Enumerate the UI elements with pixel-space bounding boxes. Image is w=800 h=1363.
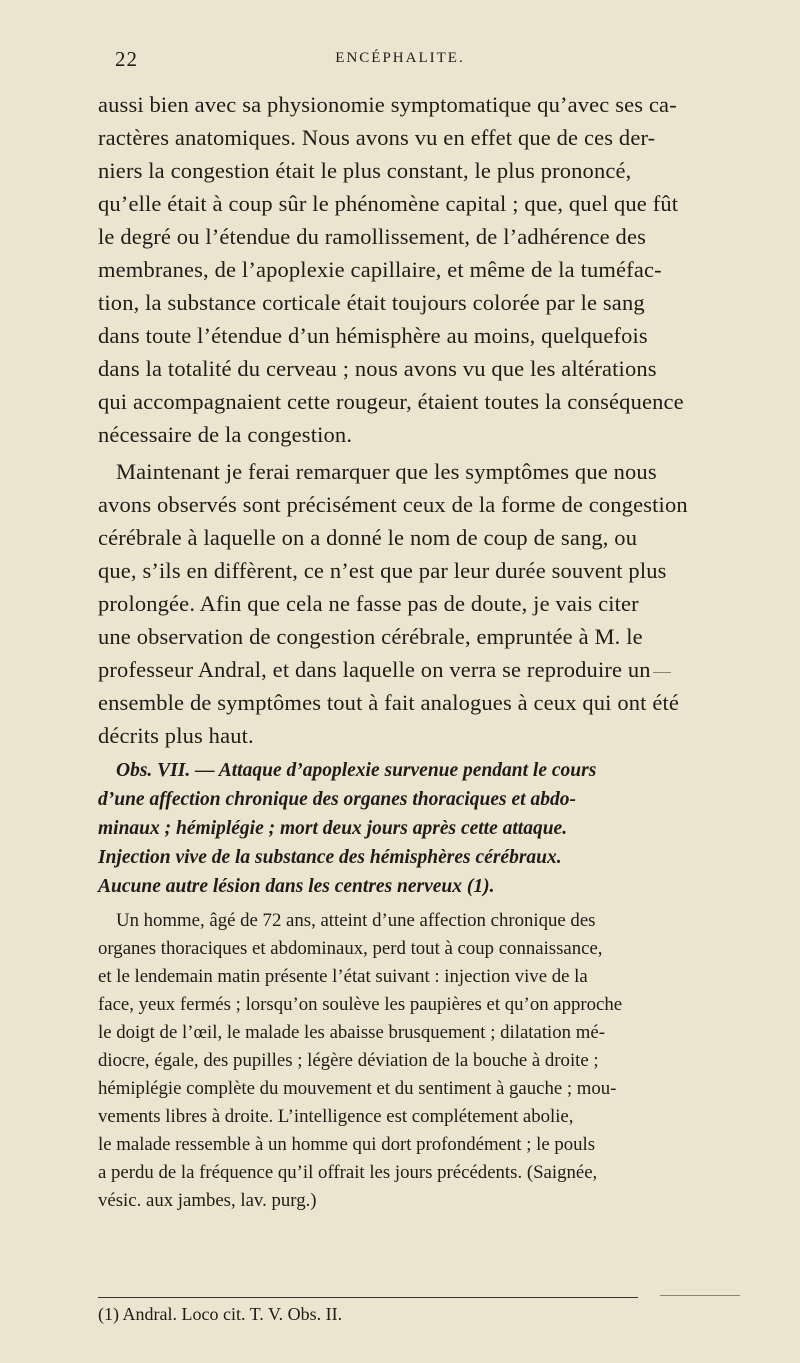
case-line: vésic. aux jambes, lav. purg.) (98, 1190, 317, 1211)
print-mark (653, 672, 671, 673)
paragraph-2-line: Maintenant je ferai remarquer que les symptômes que nous (116, 459, 657, 484)
paragraph-2-line: ensemble de symptômes tout à fait analogues à ceux qui ont été (98, 690, 680, 715)
case-line: face, yeux fermés ; lorsqu’on soulève les paupières et qu’on approche (98, 994, 623, 1015)
footnote-divider (98, 1297, 638, 1298)
page-number: 22 (115, 47, 138, 71)
running-head (0, 47, 800, 77)
case-line: le malade ressemble à un homme qui dort profondément ; le pouls (98, 1134, 596, 1155)
paragraph-1-line: ractères anatomiques. Nous avons vu en effet que de ces der- (98, 125, 656, 150)
observation-heading-line: Obs. VII. — Attaque d’apoplexie survenue pendant le cours (116, 760, 597, 781)
observation-heading-line: Injection vive de la substance des hémisphères cérébraux. (98, 847, 562, 868)
paragraph-1-line: dans toute l’étendue d’un hémisphère au moins, quelquefois (98, 323, 648, 348)
case-line: organes thoraciques et abdominaux, perd tout à coup connaissance, (98, 938, 603, 959)
paragraph-2-line: décrits plus haut. (98, 723, 254, 748)
paragraph-2-line: cérébrale à laquelle on a donné le nom de coup de sang, ou (98, 525, 638, 550)
paragraph-1-line: dans la totalité du cerveau ; nous avons vu que les altérations (98, 356, 657, 381)
observation-heading-line: minaux ; hémiplégie ; mort deux jours après cette attaque. (98, 818, 568, 839)
footnote: (1) Andral. Loco cit. T. V. Obs. II. (98, 1304, 343, 1324)
running-title: ENCÉPHALITE. (335, 50, 465, 66)
observation-heading-line: d’une affection chronique des organes thoraciques et abdo- (98, 789, 576, 810)
case-line: vements libres à droite. L’intelligence est complétement abolie, (98, 1106, 574, 1127)
case-line: hémiplégie complète du mouvement et du sentiment à gauche ; mou- (98, 1078, 617, 1099)
paragraph-2-line: que, s’ils en diffèrent, ce n’est que par leur durée souvent plus (98, 558, 667, 583)
paragraph-1-line: niers la congestion était le plus constant, le plus prononcé, (98, 158, 632, 183)
paragraph-2-line: une observation de congestion cérébrale, empruntée à M. le (98, 624, 643, 649)
paragraph-2-line: professeur Andral, et dans laquelle on verra se reproduire un (98, 657, 651, 682)
paragraph-1-line: membranes, de l’apoplexie capillaire, et même de la tuméfac- (98, 257, 662, 282)
paragraph-1-line: qui accompagnaient cette rougeur, étaient toutes la conséquence (98, 389, 684, 414)
case-line: et le lendemain matin présente l’état suivant : injection vive de la (98, 966, 588, 987)
paragraph-1-line: qu’elle était à coup sûr le phénomène capital ; que, quel que fût (98, 191, 679, 216)
case-line: diocre, égale, des pupilles ; légère déviation de la bouche à droite ; (98, 1050, 599, 1071)
paragraph-1-line: le degré ou l’étendue du ramollissement, de l’adhérence des (98, 224, 647, 249)
footnote-divider-fragment (660, 1295, 740, 1296)
observation-heading-line: Aucune autre lésion dans les centres nerveux (1). (98, 876, 495, 897)
paragraph-1-line: nécessaire de la congestion. (98, 422, 353, 447)
paragraph-1-line: tion, la substance corticale était toujours colorée par le sang (98, 290, 645, 315)
paragraph-2-line: avons observés sont précisément ceux de la forme de congestion (98, 492, 688, 517)
case-line: Un homme, âgé de 72 ans, atteint d’une affection chronique des (116, 910, 596, 931)
paragraph-1-line: aussi bien avec sa physionomie symptomatique qu’avec ses ca- (98, 92, 677, 117)
paragraph-2-line: prolongée. Afin que cela ne fasse pas de doute, je vais citer (98, 591, 639, 616)
case-line: a perdu de la fréquence qu’il offrait les jours précédents. (Saignée, (98, 1162, 598, 1183)
case-line: le doigt de l’œil, le malade les abaisse brusquement ; dilatation mé- (98, 1022, 605, 1043)
